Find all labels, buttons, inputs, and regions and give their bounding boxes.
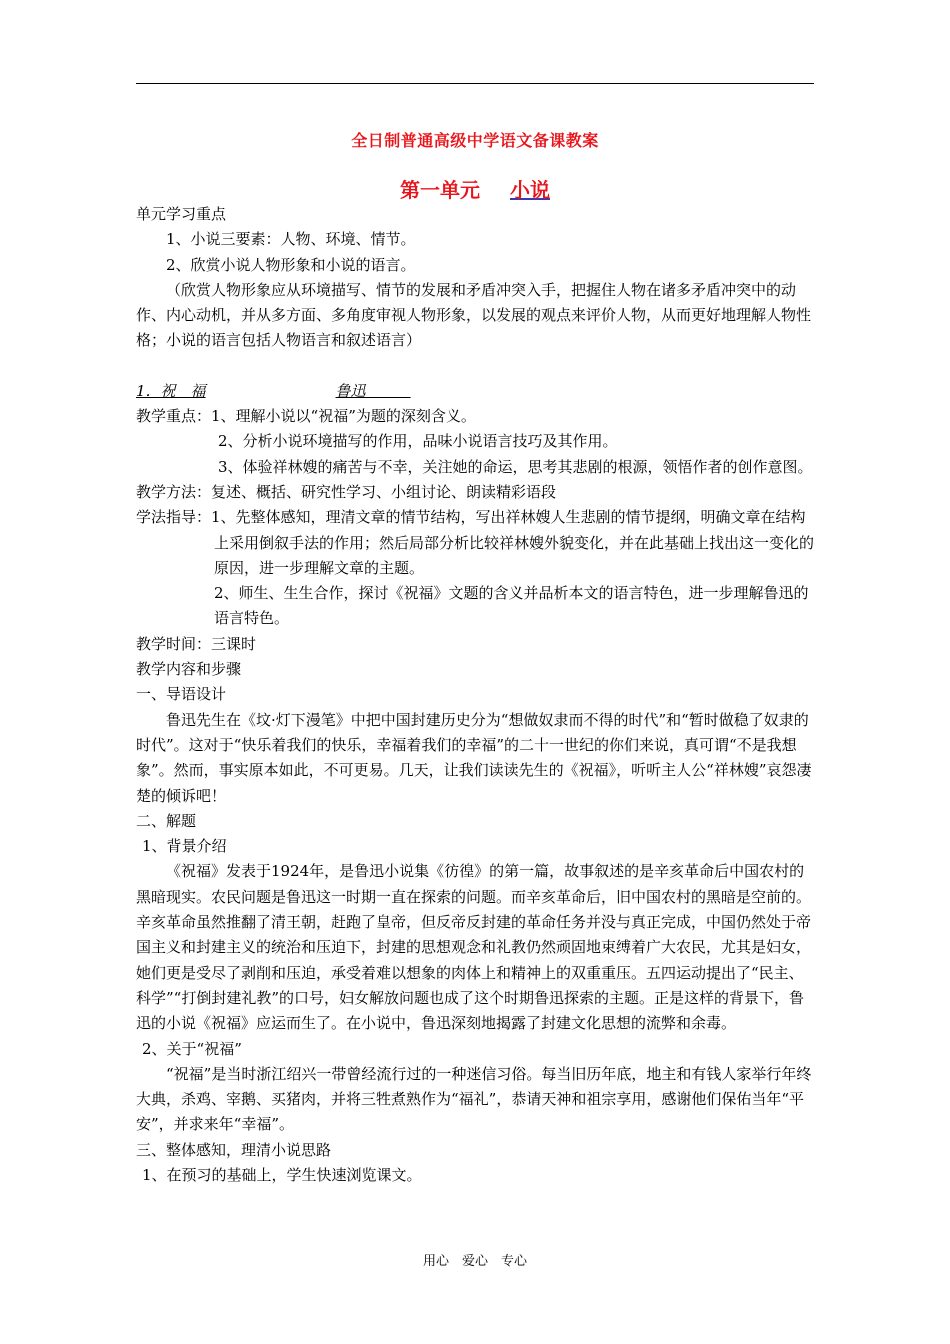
subsection-heading: 2、关于“祝福” [142, 1039, 242, 1058]
teaching-key-2: 2、分析小说环境描写的作用，品味小说语言技巧及其作用。 [218, 432, 618, 451]
page-footer: 用心 爱心 专心 [422, 1254, 527, 1269]
focus-item: 1、小说三要素：人物、环境、情节。 [166, 230, 416, 249]
section-text: “祝福”是当时浙江绍兴一带曾经流行过的一种迷信习俗。每当旧历年底，地主和有钱人家举行年终大典，杀鸡、宰鹅、买猪肉，并将三牲煮熟作为“福礼”，恭请天神和祖宗享用，感谢他们保佑当年“平安”，并求来年“幸福”。 [136, 1064, 812, 1134]
header-rule [136, 83, 814, 84]
unit-number: 第一单元 [400, 178, 480, 202]
study-guide-1: 学法指导：1、先整体感知，理清文章的情节结构，写出祥林嫂人生悲剧的情节提纲，明确文章在结构上采用倒叙手法的作用；然后局部分析比较祥林嫂外貌变化，并在此基础上找出这一变化的原因，进一步理解文章的主题。 [136, 508, 815, 577]
section-heading: 二、解题 [136, 811, 197, 830]
section-text: 《祝福》发表于1924年，是鲁迅小说集《彷徨》的第一篇，故事叙述的是辛亥革命后中国农村的黑暗现实。农民问题是鲁迅这一时期一直在探索的问题。而辛亥革命后，旧中国农村的黑暗是空前的。辛亥革命虽然推翻了清王朝，赶跑了皇帝，但反帝反封建的革命任务并没与真正完成，中国仍然处于帝国主义和封建主义的统治和压迫下，封建的思想观念和礼教仍然顽固地束缚着广大农民，尤其是妇女，她们更是受尽了剥削和压迫，承受着难以想象的肉体上和精神上的双重重压。五四运动提出了“民主、科学”“打倒封建礼教”的口号，妇女解放问题也成了这个时期鲁迅探索的主题。正是这样的背景下，鲁迅的小说《祝福》应运而生了。在小说中，鲁迅深刻地揭露了封建文化思想的流弊和余毒。 [136, 862, 812, 1033]
lesson-name: 1．祝 福 [136, 381, 206, 400]
document-body [136, 202, 814, 1188]
unit-title [136, 174, 814, 203]
teaching-time: 教学时间：三课时 [136, 634, 257, 653]
focus-note: （欣赏人物形象应从环境描写、情节的发展和矛盾冲突入手，把握住人物在诸多矛盾冲突中的动作、内心动机，并从多方面、多角度审视人物形象，以发展的观点来评价人物，从而更好地理解人物性格；小说的语言包括人物语言和叙述语言） [136, 280, 812, 350]
teaching-key-1: 教学重点：1、理解小说以“祝福”为题的深刻含义。 [136, 407, 476, 426]
study-guide-2: 2、师生、生生合作，探讨《祝福》文题的含义并品析本文的语言特色，进一步理解鲁迅的语言特色。 [214, 584, 809, 628]
section-heading: 三、整体感知，理清小说思路 [136, 1140, 332, 1159]
unit-topic: 小说 [510, 178, 550, 202]
teaching-method: 教学方法：复述、概括、研究性学习、小组讨论、朗读精彩语段 [136, 482, 557, 501]
document-title: 全日制普通高级中学语文备课教案 [351, 131, 599, 150]
lesson-author: 鲁迅 [335, 381, 366, 400]
teaching-key-3: 3、体验祥林嫂的痛苦与不幸，关注她的命运，思考其悲剧的根源，领悟作者的创作意图。 [218, 457, 813, 476]
section-heading: 一、导语设计 [136, 685, 227, 704]
teaching-steps: 教学内容和步骤 [136, 660, 242, 679]
lesson-title [136, 379, 814, 404]
focus-item: 2、欣赏小说人物形象和小说的语言。 [166, 255, 416, 274]
subsection-heading: 1、在预习的基础上，学生快速浏览课文。 [142, 1165, 422, 1184]
section-text: 鲁迅先生在《坟·灯下漫笔》中把中国封建历史分为“想做奴隶而不得的时代”和“暂时做稳了奴隶的时代”。这对于“快乐着我们的快乐，幸福着我们的幸福”的二十一世纪的你们来说，真可谓“不是我想象”。然而，事实原本如此，不可更易。几天，让我们读读先生的《祝福》，听听主人公“祥林嫂”哀怨凄楚的倾诉吧！ [136, 710, 812, 805]
focus-heading: 单元学习重点 [136, 205, 227, 223]
spacer [136, 354, 814, 379]
subsection-heading: 1、背景介绍 [142, 837, 227, 856]
